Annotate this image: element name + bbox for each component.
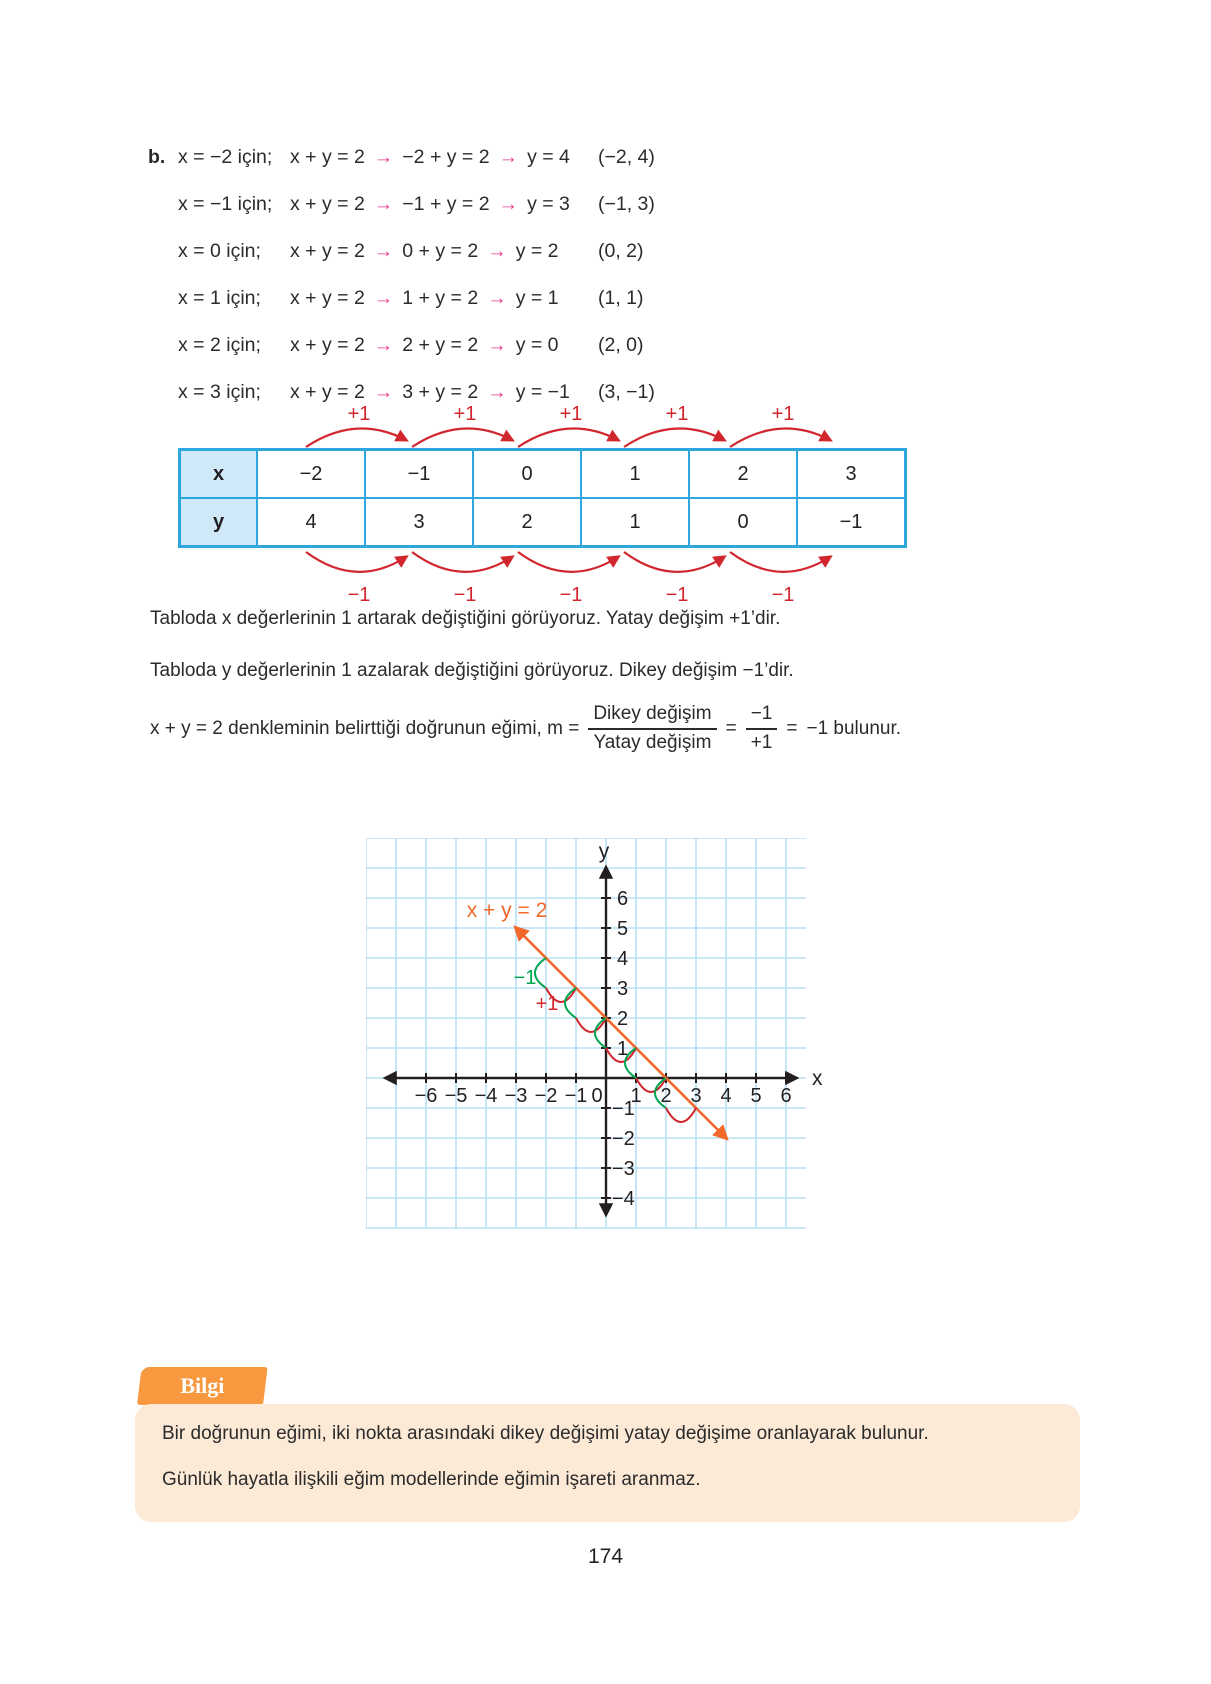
paragraph-y-change: Tabloda y değerlerinin 1 azalarak değiştiğini görüyoruz. Dikey değişim −1’dir. bbox=[150, 660, 794, 681]
arrow-icon: → bbox=[373, 193, 394, 215]
case-label: x = −1 için; bbox=[178, 193, 273, 215]
svg-text:−1: −1 bbox=[559, 584, 583, 605]
slope-formula: x + y = 2 denkleminin belirttiği doğrunun eğimi, m = $\frac{\text{Dikey değişim}}{\text{Yatay değişim}}$ = $\frac{-1}{+1}$ = −1 bulunur. bbox=[150, 703, 902, 753]
case-label: x = 2 için; bbox=[178, 334, 261, 356]
svg-text:5: 5 bbox=[617, 918, 629, 940]
equation-chain: x + y = 2 → 2 + y = 2 → y = 0 bbox=[290, 334, 559, 356]
case-label: x = 0 için; bbox=[178, 240, 261, 262]
svg-text:−6: −6 bbox=[414, 1085, 438, 1107]
formula-lead: x + y = 2 denkleminin belirttiği doğrunun eğimi, m = bbox=[150, 718, 580, 739]
info-line: Günlük hayatla ilişkili eğim modellerinde eğimin işareti aranmaz. bbox=[162, 1468, 701, 1490]
paragraph-x-change: Tabloda x değerlerinin 1 artarak değiştiğini görüyoruz. Yatay değişim +1’dir. bbox=[150, 608, 781, 629]
table-cell: 3 bbox=[797, 450, 905, 498]
svg-text:−1: −1 bbox=[564, 1085, 588, 1107]
arrow-icon: → bbox=[498, 146, 519, 168]
arrow-icon: → bbox=[373, 287, 394, 309]
coordinate-pair: (3, −1) bbox=[598, 381, 655, 403]
row-header-y: y bbox=[180, 498, 257, 546]
arrow-icon: → bbox=[487, 381, 507, 403]
svg-text:+1: +1 bbox=[535, 993, 559, 1015]
table-cell: −1 bbox=[365, 450, 473, 498]
equation-row bbox=[148, 193, 655, 240]
arrow-icon: → bbox=[373, 146, 394, 168]
fraction-values: $\frac{-1}{+1}$ bbox=[746, 703, 778, 755]
table-cell: 2 bbox=[473, 498, 581, 546]
equation-chain: x + y = 2 → −1 + y = 2 → y = 3 bbox=[290, 193, 570, 215]
table-cell: 1 bbox=[581, 498, 689, 546]
svg-text:−1: −1 bbox=[347, 584, 371, 605]
equation-row bbox=[148, 287, 655, 334]
case-label: x = 1 için; bbox=[178, 287, 261, 309]
equation-row bbox=[148, 240, 655, 287]
equation-chain: x + y = 2 → 1 + y = 2 → y = 1 bbox=[290, 287, 559, 309]
case-label: x = −2 için; bbox=[178, 146, 273, 168]
info-tab bbox=[137, 1367, 268, 1405]
svg-text:−2: −2 bbox=[612, 1128, 635, 1150]
table-cell: 0 bbox=[473, 450, 581, 498]
svg-text:2: 2 bbox=[617, 1008, 629, 1030]
svg-text:y: y bbox=[598, 840, 610, 863]
svg-text:1: 1 bbox=[630, 1085, 642, 1107]
arrow-icon: → bbox=[373, 240, 394, 262]
arrow-icon: → bbox=[373, 381, 394, 403]
coordinate-pair: (2, 0) bbox=[598, 334, 644, 356]
svg-text:−2: −2 bbox=[534, 1085, 558, 1107]
table-cell: 0 bbox=[689, 498, 797, 546]
page-number: 174 bbox=[587, 1545, 624, 1568]
fraction-words: $\frac{\text{Dikey değişim}}{\text{Yatay değişim}}$ bbox=[588, 703, 716, 755]
table-decrease-arrows bbox=[178, 549, 889, 605]
svg-text:−1: −1 bbox=[612, 1098, 635, 1120]
coordinate-pair: (1, 1) bbox=[598, 287, 644, 309]
coordinate-pair: (−2, 4) bbox=[598, 146, 655, 168]
row-header-x: x bbox=[180, 450, 257, 498]
equation-row bbox=[148, 334, 655, 381]
svg-text:x: x bbox=[812, 1067, 823, 1090]
svg-text:5: 5 bbox=[750, 1085, 762, 1107]
case-label: x = 3 için; bbox=[178, 381, 261, 403]
equation-chain: x + y = 2 → 0 + y = 2 → y = 2 bbox=[290, 240, 559, 262]
equation-row bbox=[148, 146, 655, 193]
svg-text:−4: −4 bbox=[474, 1085, 498, 1107]
table-cell: 1 bbox=[581, 450, 689, 498]
table-cell: 2 bbox=[689, 450, 797, 498]
svg-text:−3: −3 bbox=[612, 1158, 635, 1180]
arrow-icon: → bbox=[487, 240, 507, 262]
table-increase-arrows bbox=[178, 402, 889, 448]
table-row-y bbox=[180, 498, 905, 546]
equation-list bbox=[148, 146, 655, 428]
coordinate-pair: (0, 2) bbox=[598, 240, 644, 262]
arrow-icon: → bbox=[487, 287, 507, 309]
svg-text:3: 3 bbox=[690, 1085, 702, 1107]
equation-chain: x + y = 2 → 3 + y = 2 → y = −1 bbox=[290, 381, 570, 403]
svg-text:1: 1 bbox=[617, 1038, 629, 1060]
svg-text:6: 6 bbox=[780, 1085, 792, 1107]
info-line: Bir doğrunun eğimi, iki nokta arasındaki dikey değişimi yatay değişime oranlayarak bulunur. bbox=[162, 1423, 929, 1444]
svg-text:3: 3 bbox=[617, 978, 629, 1000]
svg-text:6: 6 bbox=[617, 888, 629, 910]
table-cell: 3 bbox=[365, 498, 473, 546]
table-cell: −1 bbox=[797, 498, 905, 546]
svg-text:−1: −1 bbox=[665, 584, 689, 605]
arrow-icon: → bbox=[487, 334, 507, 356]
svg-text:2: 2 bbox=[660, 1085, 672, 1107]
svg-text:−1: −1 bbox=[771, 584, 795, 605]
svg-text:+1: +1 bbox=[453, 403, 477, 425]
formula-result: −1 bulunur. bbox=[806, 718, 902, 739]
info-tab-label: Bilgi bbox=[180, 1373, 225, 1398]
coordinate-pair: (−1, 3) bbox=[598, 193, 655, 215]
svg-text:+1: +1 bbox=[559, 403, 583, 425]
svg-text:−5: −5 bbox=[444, 1085, 468, 1107]
svg-text:+1: +1 bbox=[347, 403, 371, 425]
table-cell: 4 bbox=[257, 498, 365, 546]
item-prefix: b. bbox=[148, 146, 166, 168]
svg-text:−3: −3 bbox=[504, 1085, 528, 1107]
svg-text:x + y = 2: x + y = 2 bbox=[466, 899, 548, 922]
table-cell: −2 bbox=[257, 450, 365, 498]
arrow-icon: → bbox=[498, 193, 519, 215]
svg-text:4: 4 bbox=[720, 1085, 732, 1107]
coordinate-plane bbox=[366, 838, 826, 1230]
svg-text:−4: −4 bbox=[612, 1188, 635, 1210]
equation-chain: x + y = 2 → −2 + y = 2 → y = 4 bbox=[290, 146, 570, 168]
table-row-x bbox=[180, 450, 905, 498]
svg-text:4: 4 bbox=[617, 948, 629, 970]
svg-text:−1: −1 bbox=[453, 584, 477, 605]
svg-text:+1: +1 bbox=[665, 403, 689, 425]
arrow-icon: → bbox=[373, 334, 394, 356]
info-box bbox=[135, 1404, 1080, 1522]
svg-text:+1: +1 bbox=[771, 403, 795, 425]
svg-text:−1: −1 bbox=[513, 967, 537, 989]
xy-table bbox=[178, 448, 907, 548]
svg-text:0: 0 bbox=[591, 1085, 603, 1107]
